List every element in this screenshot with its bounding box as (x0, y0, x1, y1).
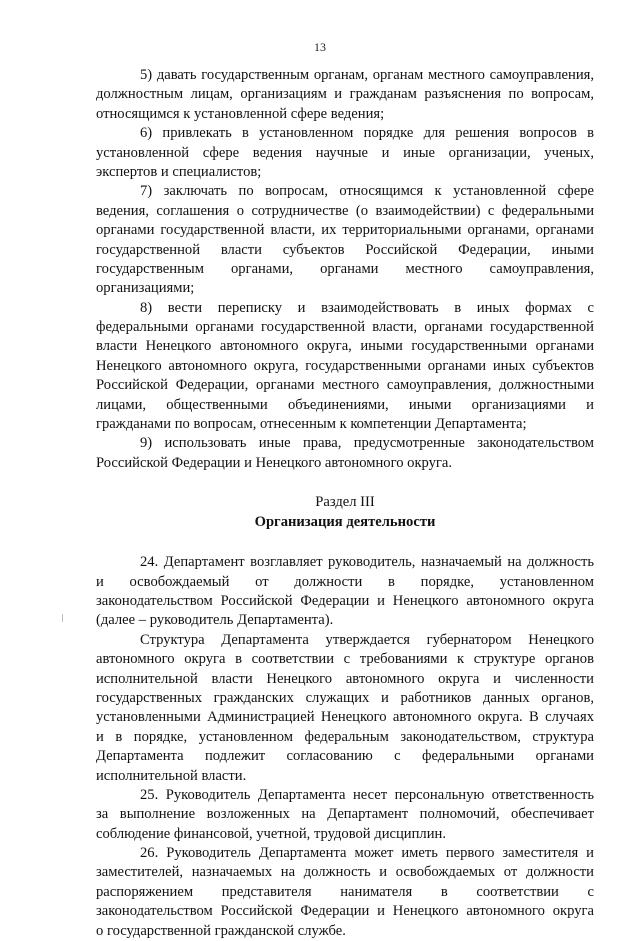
clause-paragraph-3 (96, 786, 594, 844)
text-line: законодательством Российской Федерации и Ненецкого автономного округа (96, 592, 594, 609)
powers-item-2 (96, 124, 594, 182)
text-line: (далее – руководитель Департамента). (96, 612, 334, 629)
text-line: установленными Администрацией Ненецкого автономного округа. В случаях (96, 709, 594, 726)
section-heading: Организация деятельности (254, 514, 436, 531)
document-body (96, 66, 594, 941)
powers-item-1 (96, 66, 594, 124)
section-paragraphs (96, 553, 594, 941)
page-number: 13 (314, 40, 326, 54)
text-line: 25. Руководитель Департамента несет персональную ответственность (140, 786, 594, 803)
text-line: 7) заключать по вопросам, относящимся к установленной сфере (140, 183, 594, 200)
text-line: за выполнение возложенных на Департамент полномочий, обеспечивает (96, 806, 594, 823)
text-line: Ненецкого автономного округа, государственными органами иных субъектов (96, 357, 594, 374)
text-line: о государственной гражданской службе. (96, 922, 346, 939)
text-line: должностным лицам, организациям и гражданам разъяснения по вопросам, (96, 86, 594, 103)
text-line: и освобождаемый от должности в порядке, установленном (96, 573, 594, 590)
text-line: установленной сфере ведения научные и иные организации, ученых, (96, 144, 594, 161)
text-line: автономного округа в соответствии с требованиями к структуре органов (96, 651, 594, 668)
powers-item-4 (96, 299, 594, 435)
text-line: 8) вести переписку и взаимодействовать в иных формах с (140, 299, 594, 316)
text-line: лицами, общественными объединениями, иными организациями и (96, 396, 594, 413)
text-line: Структура Департамента утверждается губернатором Ненецкого (140, 631, 594, 648)
text-line: организациями; (96, 280, 195, 297)
text-line: и в порядке, установленном федеральным законодательством, структура (96, 728, 594, 745)
text-line: государственной власти субъектов Российской Федерации, иными (96, 241, 594, 258)
text-line: власти Ненецкого автономного округа, иными государственными органами (96, 338, 594, 355)
text-line: государственным органами, органами местного самоуправления, (96, 260, 594, 277)
text-line: исполнительной власти. (96, 767, 247, 784)
text-line: законодательством Российской Федерации и Ненецкого автономного округа (96, 903, 594, 920)
text-line: Российской Федерации и Ненецкого автономного округа. (96, 454, 453, 471)
text-line: ведения, соглашения о сотрудничестве (о взаимодействии) с федеральными (96, 202, 594, 219)
text-line: органами государственной власти, их территориальными органами, органами (96, 222, 594, 239)
text-line: относящимся к установленной сфере ведения; (96, 105, 385, 122)
text-line: 5) давать государственным органам, органам местного самоуправления, (140, 67, 594, 83)
text-line: федеральными органами государственной власти, органами государственной (96, 319, 594, 336)
text-line: исполнительной власти Ненецкого автономного округа и численности (96, 670, 594, 687)
text-line: соблюдение финансовой, учетной, трудовой дисциплин. (96, 825, 446, 842)
text-line: Департамента подлежит согласованию с федеральными органами (96, 748, 594, 765)
text-line: распоряжением представителя нанимателя в соответствии с (96, 883, 594, 900)
section-number: Раздел III (315, 494, 375, 511)
text-line: 9) использовать иные права, предусмотренные законодательством (140, 435, 594, 452)
scan-artifact-mark (62, 614, 63, 622)
clause-paragraph-4 (96, 844, 594, 941)
powers-item-5 (96, 434, 594, 473)
text-line: заместителей, назначаемых на должность и освобождаемых от должности (96, 864, 594, 881)
text-line: экспертов и специалистов; (96, 163, 262, 180)
text-line: 24. Департамент возглавляет руководитель, назначаемый на должность (140, 554, 594, 571)
clause-paragraph-1 (96, 553, 594, 631)
text-line: 26. Руководитель Департамента может иметь первого заместителя и (140, 845, 594, 862)
text-line: государственных гражданских служащих и работников данных органов, (96, 689, 594, 706)
text-line: 6) привлекать в установленном порядке для решения вопросов в (140, 125, 594, 142)
text-line: Российской Федерации, органами местного самоуправления, должностными (96, 377, 594, 394)
clause-paragraph-2 (96, 631, 594, 786)
powers-list (96, 66, 594, 473)
powers-item-3 (96, 182, 594, 298)
text-line: гражданами по вопросам, отнесенным к компетенции Департамента; (96, 416, 527, 433)
